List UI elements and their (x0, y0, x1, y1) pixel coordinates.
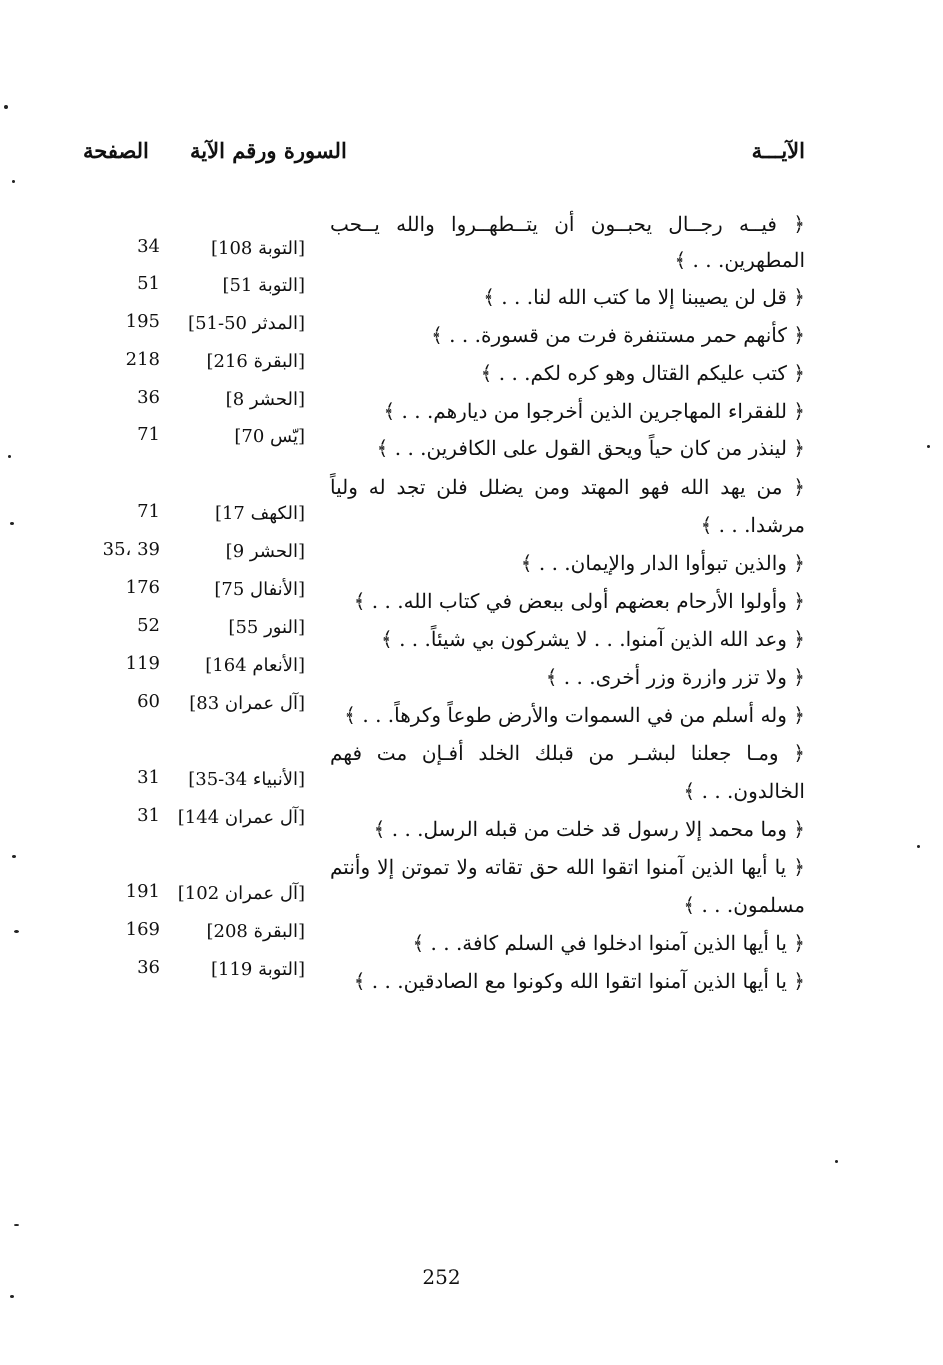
surah-reference: [الأنعام 164] (205, 655, 305, 676)
page-reference: 169 (125, 919, 160, 940)
page-reference: 60 (137, 691, 160, 712)
surah-reference: [الأنفال 75] (214, 579, 305, 600)
scan-speck (10, 1295, 14, 1298)
ayah-text: ﴿ ولا تزر وازرة وزر أخرى. . . ﴾ (545, 665, 805, 689)
ayah-text: مسلمون. . . ﴾ (683, 893, 805, 917)
surah-reference: [المدثر 50-51] (188, 313, 305, 334)
page-reference: 71 (137, 501, 160, 522)
page-reference: 36 (137, 387, 160, 408)
ayah-text: الخالدون. . . ﴾ (683, 779, 805, 803)
surah-reference: [البقرة 208] (206, 921, 305, 942)
ayah-text: ﴿ من يهد الله فهو المهتد ومن يضلل فلن تجد له ولياً (330, 475, 805, 499)
column-header-ayah: الآيـــة (751, 138, 805, 163)
scan-speck (917, 845, 920, 848)
ayah-text: ﴿ يا أيها الذين آمنوا اتقوا الله وكونوا مع الصادقين. . . ﴾ (353, 969, 805, 993)
ayah-text: ﴿ وله أسلم من في السموات والأرض طوعاً وكرهاً. . . ﴾ (344, 703, 805, 727)
page-reference: 191 (125, 881, 160, 902)
ayah-text: المطهرين. . . ﴾ (674, 248, 805, 272)
page-reference: 176 (125, 577, 160, 598)
ayah-text: ﴿ للفقراء المهاجرين الذين أخرجوا من ديارهم. . . ﴾ (383, 399, 805, 423)
surah-reference: [الأنبياء 34-35] (188, 769, 305, 790)
scan-speck (835, 1160, 838, 1163)
page-reference: 35، 39 (102, 539, 160, 560)
page-reference: 119 (125, 653, 160, 674)
column-header-page: الصفحة (83, 138, 149, 163)
ayah-text: ﴿ كتب عليكم القتال وهو كره لكم. . . ﴾ (480, 361, 805, 385)
page-reference: 31 (137, 767, 160, 788)
surah-reference: [الكهف 17] (214, 503, 305, 524)
surah-reference: [البقرة 216] (206, 351, 305, 372)
ayah-text: ﴿ وعد الله الذين آمنوا. . . لا يشركون بي شيئاً. . . ﴾ (381, 627, 805, 651)
ayah-text: ﴿ وما محمد إلا رسول قد خلت من قبله الرسل. . . ﴾ (373, 817, 805, 841)
page-reference: 218 (125, 349, 160, 370)
surah-reference: [التوبة 108] (210, 238, 305, 259)
page-reference: 34 (137, 236, 160, 257)
scan-speck (12, 180, 15, 183)
page-reference: 195 (125, 311, 160, 332)
surah-reference: [النور 55] (228, 617, 305, 638)
ayah-text: مرشدا. . . ﴾ (700, 513, 805, 537)
ayah-text: ﴿ يا أيها الذين آمنوا ادخلوا في السلم كافة. . . ﴾ (412, 931, 805, 955)
scan-speck (10, 522, 14, 525)
scan-speck (4, 105, 8, 109)
ayah-text: ﴿ فيــه رجــال يحبــون أن يتــطهــروا والله يــحب (330, 212, 805, 236)
page-reference: 31 (137, 805, 160, 826)
surah-reference: [آل عمران 144] (177, 807, 305, 828)
surah-reference: [آل عمران 102] (177, 883, 305, 904)
ayah-text: ﴿ قل لن يصيبنا إلا ما كتب الله لنا. . . ﴾ (483, 285, 805, 309)
ayah-text: ﴿ لينذر من كان حياً ويحق القول على الكافرين. . . ﴾ (376, 436, 805, 460)
page-number: 252 (422, 1265, 461, 1289)
scan-speck (14, 930, 19, 933)
scan-speck (8, 455, 11, 458)
surah-reference: [التوبة 51] (222, 275, 305, 296)
scan-speck (14, 1224, 19, 1226)
page-reference: 52 (137, 615, 160, 636)
scan-speck (12, 855, 16, 858)
ayah-text: ﴿ والذين تبوأوا الدار والإيمان. . . ﴾ (520, 551, 805, 575)
surah-reference: [يّس 70] (234, 426, 305, 447)
scan-speck (927, 445, 930, 448)
ayah-text: ﴿ ومـا جعلنا لبشـر من قبلك الخلد أفـإن مت فهم (330, 741, 805, 765)
page-reference: 51 (137, 273, 160, 294)
surah-reference: [الحشر 9] (225, 541, 305, 562)
column-header-surah: السورة ورقم الآية (190, 138, 347, 163)
ayah-text: ﴿ وأولوا الأرحام بعضهم أولى ببعض في كتاب الله. . . ﴾ (353, 589, 805, 613)
ayah-text: ﴿ كأنهم حمر مستنفرة فرت من قسورة. . . ﴾ (431, 323, 805, 347)
surah-reference: [الحشر 8] (225, 389, 305, 410)
page-reference: 71 (137, 424, 160, 445)
surah-reference: [التوبة 119] (210, 959, 305, 980)
ayah-text: ﴿ يا أيها الذين آمنوا اتقوا الله حق تقاته ولا تموتن إلا وأنتم (330, 855, 805, 879)
page-reference: 36 (137, 957, 160, 978)
surah-reference: [آل عمران 83] (189, 693, 305, 714)
